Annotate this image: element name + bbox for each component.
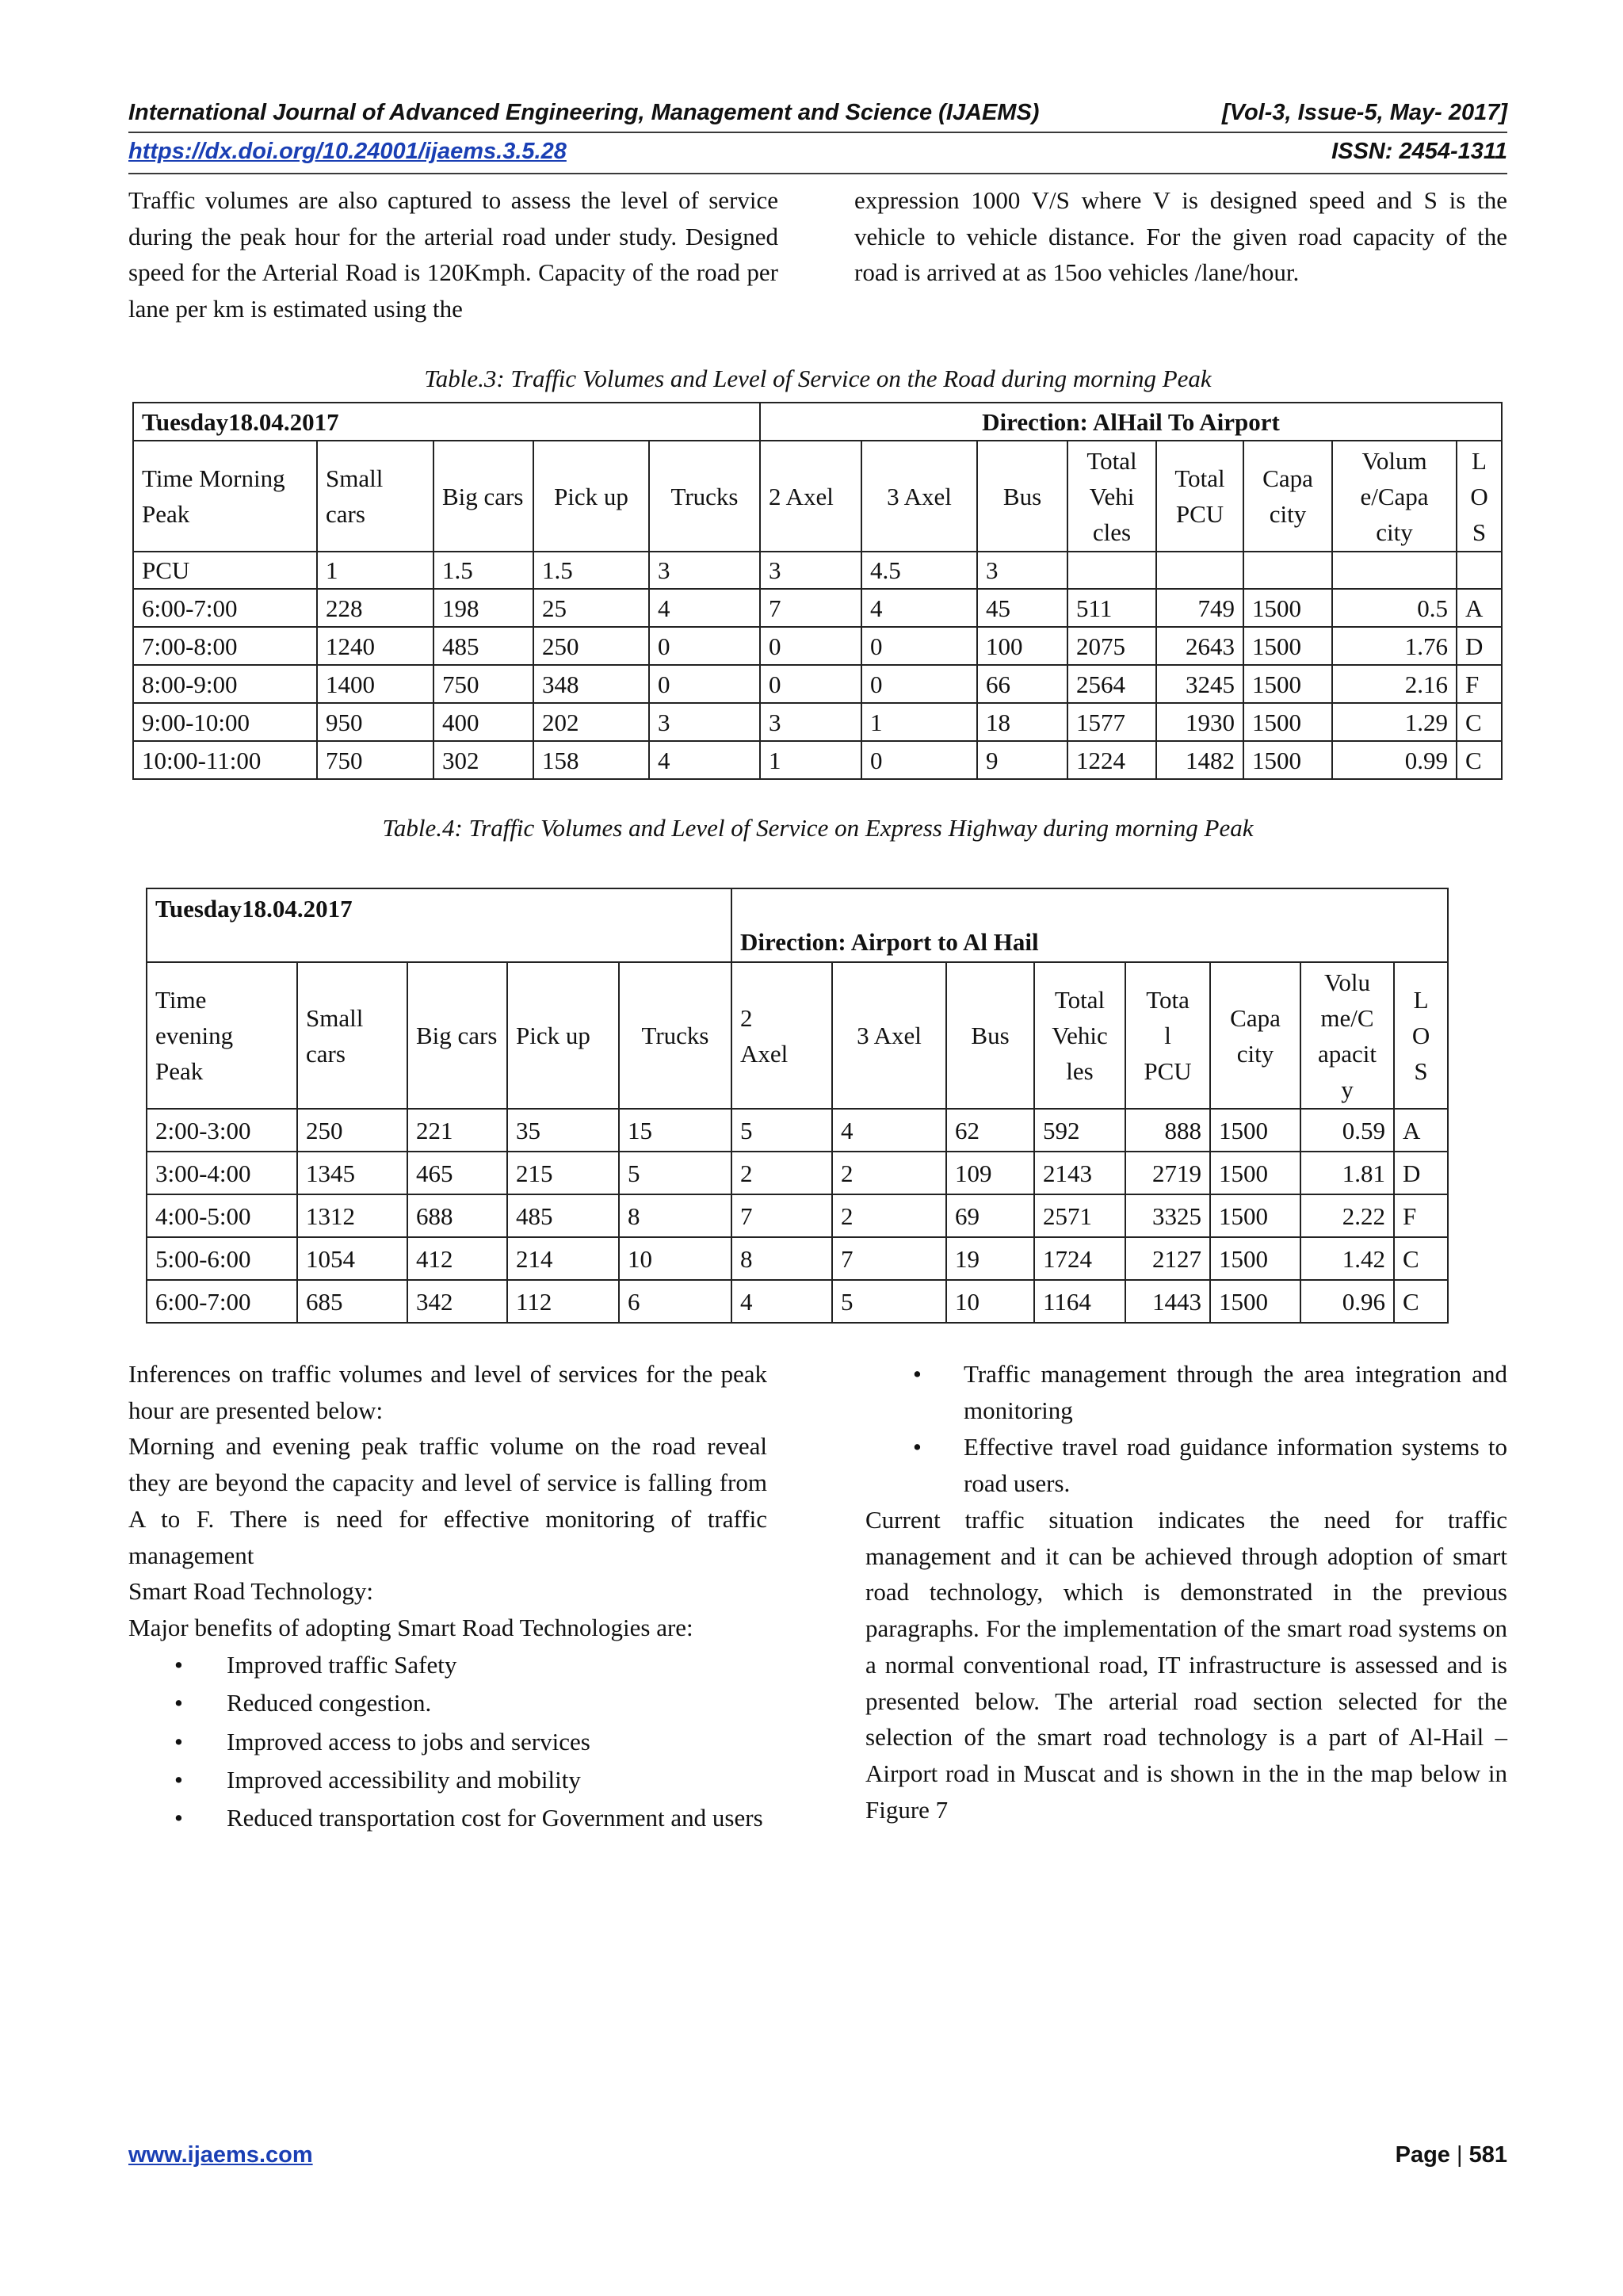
table-cell: 25	[533, 589, 649, 627]
header-rule-bottom	[128, 173, 1507, 174]
table-cell: 215	[507, 1152, 619, 1194]
intro-right-paragraph: expression 1000 V/S where V is designed speed and S is the vehicle to vehicle distance. For the given road capacity of the road is arrived at as 15oo vehicles /lane/hour.	[854, 186, 1507, 287]
bullet-icon: •	[913, 1360, 922, 1388]
table3-date: Tuesday18.04.2017	[133, 403, 760, 441]
body-left-column	[128, 1356, 767, 1836]
table-cell: 1.5	[533, 552, 649, 589]
table-cell: 4	[861, 589, 977, 627]
table-row	[147, 1280, 1448, 1323]
table-cell: 6:00-7:00	[133, 589, 317, 627]
table-cell: 1930	[1156, 703, 1243, 741]
table-cell	[1457, 552, 1502, 589]
issn: ISSN: 2454-1311	[1331, 139, 1507, 164]
table4-header-cell: Pick up	[507, 962, 619, 1109]
table-cell: 202	[533, 703, 649, 741]
table-cell: 750	[317, 741, 433, 779]
table-cell: D	[1394, 1152, 1448, 1194]
bullet-icon: •	[174, 1689, 183, 1717]
table-cell: 45	[977, 589, 1067, 627]
table-cell: 8:00-9:00	[133, 665, 317, 703]
table3-header-cell: Capa city	[1243, 441, 1332, 552]
table3-header-cell: Small cars	[317, 441, 433, 552]
table-cell: 2719	[1125, 1152, 1210, 1194]
table-cell: 750	[433, 665, 533, 703]
table-cell: 1.42	[1300, 1237, 1394, 1280]
table-cell: F	[1394, 1194, 1448, 1237]
table4-header-cell: 3 Axel	[832, 962, 946, 1109]
table-cell: 1500	[1243, 665, 1332, 703]
table-cell: 1500	[1210, 1237, 1300, 1280]
table-cell: 0	[861, 627, 977, 665]
table-cell: 1500	[1210, 1152, 1300, 1194]
table-cell: 109	[946, 1152, 1034, 1194]
table-cell: 4:00-5:00	[147, 1194, 297, 1237]
table-cell: 18	[977, 703, 1067, 741]
table-cell: 1224	[1067, 741, 1156, 779]
table-cell: 1345	[297, 1152, 407, 1194]
table-cell: 0	[760, 665, 861, 703]
table-cell: 1500	[1243, 703, 1332, 741]
table-cell: 1	[861, 703, 977, 741]
table3-header-cell: Total Vehi cles	[1067, 441, 1156, 552]
table-cell: 7	[832, 1237, 946, 1280]
table4-header-cell: Tota l PCU	[1125, 962, 1210, 1109]
table-cell: 412	[407, 1237, 507, 1280]
table-cell: 8	[731, 1237, 832, 1280]
table-cell: 1.76	[1332, 627, 1457, 665]
table-cell	[1067, 552, 1156, 589]
table-cell: 1.81	[1300, 1152, 1394, 1194]
list-item	[128, 1646, 767, 1685]
table-cell: 198	[433, 589, 533, 627]
table4-header-cell: L O S	[1394, 962, 1448, 1109]
table-cell: 0	[649, 665, 760, 703]
benefits-list	[128, 1646, 767, 1836]
table3-header-cell: Big cars	[433, 441, 533, 552]
table-cell: F	[1457, 665, 1502, 703]
table-cell: 2	[731, 1152, 832, 1194]
table-cell: 1577	[1067, 703, 1156, 741]
table-cell: 3	[649, 703, 760, 741]
table-cell: 112	[507, 1280, 619, 1323]
table-cell: 465	[407, 1152, 507, 1194]
body-right-column	[865, 1356, 1507, 1828]
table3-direction: Direction: AlHail To Airport	[760, 403, 1502, 441]
table-cell: 7:00-8:00	[133, 627, 317, 665]
table-cell: 511	[1067, 589, 1156, 627]
table4-header-cell: 2 Axel	[731, 962, 832, 1109]
table4-header-cell: Volu me/C apacit y	[1300, 962, 1394, 1109]
table-cell: 485	[507, 1194, 619, 1237]
table-row	[147, 1109, 1448, 1152]
table-cell: 250	[533, 627, 649, 665]
table3-header-cell: Total PCU	[1156, 441, 1243, 552]
table-cell: 228	[317, 589, 433, 627]
table-cell: 1500	[1210, 1280, 1300, 1323]
table-cell: 214	[507, 1237, 619, 1280]
table-cell: 950	[317, 703, 433, 741]
table-cell: 1.5	[433, 552, 533, 589]
table4-header-cell: Total Vehic les	[1034, 962, 1125, 1109]
table-cell: 2127	[1125, 1237, 1210, 1280]
list-item-text: Improved traffic Safety	[227, 1650, 457, 1679]
table3-header-cell: Volum e/Capa city	[1332, 441, 1457, 552]
table-cell: 69	[946, 1194, 1034, 1237]
table-cell: 3	[977, 552, 1067, 589]
table-cell: 6	[619, 1280, 731, 1323]
table-cell: 0.59	[1300, 1109, 1394, 1152]
table-cell: 9:00-10:00	[133, 703, 317, 741]
table-cell: 0.5	[1332, 589, 1457, 627]
table-cell: 749	[1156, 589, 1243, 627]
table-cell: 2	[832, 1194, 946, 1237]
table-row	[147, 1152, 1448, 1194]
table3-header-cell: 2 Axel	[760, 441, 861, 552]
table4-date: Tuesday18.04.2017	[147, 888, 731, 962]
table4-header-cell: Small cars	[297, 962, 407, 1109]
table-cell: 3	[649, 552, 760, 589]
table-cell	[1243, 552, 1332, 589]
table-cell: 0	[861, 665, 977, 703]
intro-right-column	[854, 182, 1507, 291]
table-cell: 2643	[1156, 627, 1243, 665]
page-number-label	[1379, 2142, 1507, 2168]
table3-pcu-row	[133, 552, 1502, 589]
table-cell: 1443	[1125, 1280, 1210, 1323]
table-cell: 5	[832, 1280, 946, 1323]
table-cell: 0.96	[1300, 1280, 1394, 1323]
table-cell: 19	[946, 1237, 1034, 1280]
table-cell: 1500	[1210, 1109, 1300, 1152]
table-cell: 302	[433, 741, 533, 779]
table-cell: C	[1457, 741, 1502, 779]
table3-header-cell: 3 Axel	[861, 441, 977, 552]
table-row	[133, 741, 1502, 779]
table4-header-cell: Bus	[946, 962, 1034, 1109]
table-cell: 2143	[1034, 1152, 1125, 1194]
table-cell: 5	[731, 1109, 832, 1152]
list-item	[865, 1356, 1507, 1429]
table-cell: 3:00-4:00	[147, 1152, 297, 1194]
header-rule-top	[128, 132, 1507, 133]
page-number: 581	[1468, 2142, 1507, 2168]
bullet-icon: •	[913, 1433, 922, 1461]
table-cell: 0	[649, 627, 760, 665]
table-cell: 3	[760, 703, 861, 741]
list-item-text: Traffic management through the area integration and monitoring	[964, 1360, 1507, 1424]
table-cell: 1500	[1210, 1194, 1300, 1237]
table-cell: 1054	[297, 1237, 407, 1280]
table-cell: 1	[760, 741, 861, 779]
table-cell	[1332, 552, 1457, 589]
table3-header-cell: Bus	[977, 441, 1067, 552]
table-cell: 4	[649, 741, 760, 779]
table-cell: 2571	[1034, 1194, 1125, 1237]
table-cell: 0	[760, 627, 861, 665]
table-cell: 1482	[1156, 741, 1243, 779]
bullet-icon: •	[174, 1766, 183, 1794]
table-row	[133, 589, 1502, 627]
table4-header-cell: Capa city	[1210, 962, 1300, 1109]
table-cell: 9	[977, 741, 1067, 779]
table4	[146, 888, 1449, 1324]
table-cell: 10:00-11:00	[133, 741, 317, 779]
table-cell: 4	[832, 1109, 946, 1152]
table-cell: 2075	[1067, 627, 1156, 665]
list-item	[128, 1800, 767, 1836]
table4-header-cell: Trucks	[619, 962, 731, 1109]
table-cell: 1500	[1243, 589, 1332, 627]
table4-header-cell: Big cars	[407, 962, 507, 1109]
table-cell: 1	[317, 552, 433, 589]
table3-header-cell: Time Morning Peak	[133, 441, 317, 552]
table-cell: 100	[977, 627, 1067, 665]
body-paragraph: Major benefits of adopting Smart Road Technologies are:	[128, 1613, 693, 1641]
website-link[interactable]: www.ijaems.com	[128, 2142, 313, 2168]
doi-link[interactable]: https://dx.doi.org/10.24001/ijaems.3.5.28	[128, 139, 567, 164]
table-cell: 1500	[1243, 627, 1332, 665]
table-row	[133, 665, 1502, 703]
table-row	[133, 627, 1502, 665]
table3-caption: Table.3: Traffic Volumes and Level of Service on the Road during morning Peak	[424, 365, 1212, 392]
table-cell: 3245	[1156, 665, 1243, 703]
list-item	[865, 1429, 1507, 1502]
table-cell: 3325	[1125, 1194, 1210, 1237]
bullet-icon: •	[174, 1650, 183, 1679]
table-cell: 3	[760, 552, 861, 589]
table-cell: 0	[861, 741, 977, 779]
table-cell: 592	[1034, 1109, 1125, 1152]
table-cell: C	[1394, 1280, 1448, 1323]
table-cell: 1240	[317, 627, 433, 665]
table-cell: 221	[407, 1109, 507, 1152]
table-cell: 7	[760, 589, 861, 627]
table-cell: PCU	[133, 552, 317, 589]
table-cell: 342	[407, 1280, 507, 1323]
table4-title-row	[147, 888, 1448, 962]
table-cell: 66	[977, 665, 1067, 703]
table-cell: 2:00-3:00	[147, 1109, 297, 1152]
table-cell: 2	[832, 1152, 946, 1194]
table-row	[147, 1194, 1448, 1237]
table-row	[147, 1237, 1448, 1280]
table-cell: 10	[946, 1280, 1034, 1323]
table-cell: 6:00-7:00	[147, 1280, 297, 1323]
table-cell: 4.5	[861, 552, 977, 589]
list-item	[128, 1684, 767, 1723]
table-cell: 1400	[317, 665, 433, 703]
table-cell: 2.22	[1300, 1194, 1394, 1237]
table-cell: 35	[507, 1109, 619, 1152]
table-cell: 8	[619, 1194, 731, 1237]
table-cell: 1164	[1034, 1280, 1125, 1323]
page-separator: |	[1457, 2142, 1463, 2168]
table-cell: 348	[533, 665, 649, 703]
table3-title-row	[133, 403, 1502, 441]
table3-header-cell: L O S	[1457, 441, 1502, 552]
body-paragraph: Current traffic situation indicates the need for traffic management and it can be achieved through adoption of smart road technology, which is demonstrated in the previous paragraphs. For the implementation of the smart road systems on a normal conventional road, IT infrastructure is assessed and is presented below. The arterial road section selected for the selection of the smart road technology is a part of Al-Hail –Airport road in Muscat and is shown in the in the map below in Figure 7	[865, 1506, 1507, 1824]
table-cell: 7	[731, 1194, 832, 1237]
table-cell: 4	[649, 589, 760, 627]
table-cell: C	[1394, 1237, 1448, 1280]
table-cell: 2564	[1067, 665, 1156, 703]
intro-left-paragraph: Traffic volumes are also captured to assess the level of service during the peak hour for the arterial road under study. Designed speed for the Arterial Road is 120Kmph. Capacity of the road per lane per km is estimated using the	[128, 186, 778, 323]
table-cell: 10	[619, 1237, 731, 1280]
table3-header-row	[133, 441, 1502, 552]
table-cell: 688	[407, 1194, 507, 1237]
table-cell: 5:00-6:00	[147, 1237, 297, 1280]
list-item	[128, 1761, 767, 1800]
table-cell: 158	[533, 741, 649, 779]
body-paragraph: Inferences on traffic volumes and level of services for the peak hour are presented below:	[128, 1360, 767, 1424]
table4-caption: Table.4: Traffic Volumes and Level of Service on Express Highway during morning Peak	[382, 814, 1254, 842]
table-cell: 888	[1125, 1109, 1210, 1152]
table-cell: 2.16	[1332, 665, 1457, 703]
table4-direction: Direction: Airport to Al Hail	[731, 888, 1448, 962]
table3	[132, 402, 1503, 780]
table-cell: 1312	[297, 1194, 407, 1237]
table-cell: D	[1457, 627, 1502, 665]
intro-left-column	[128, 182, 778, 327]
table-cell	[1156, 552, 1243, 589]
body-paragraph: Morning and evening peak traffic volume on the road reveal they are beyond the capacity and level of service is falling from A to F. There is need for effective monitoring of traffic management	[128, 1432, 767, 1569]
table4-header-cell: Time evening Peak	[147, 962, 297, 1109]
table-cell: 1.29	[1332, 703, 1457, 741]
list-item-text: Reduced congestion.	[227, 1689, 432, 1717]
list-item-text: Effective travel road guidance information systems to road users.	[964, 1433, 1507, 1497]
table-cell: 485	[433, 627, 533, 665]
section-heading: Smart Road Technology:	[128, 1577, 373, 1606]
measures-list	[865, 1356, 1507, 1502]
table-cell: 62	[946, 1109, 1034, 1152]
table-cell: A	[1457, 589, 1502, 627]
table3-header-cell: Pick up	[533, 441, 649, 552]
table-cell: 15	[619, 1109, 731, 1152]
table-row	[133, 703, 1502, 741]
list-item-text: Improved access to jobs and services	[227, 1727, 590, 1755]
volume-info: [Vol-3, Issue-5, May- 2017]	[1222, 100, 1507, 125]
table-cell: 4	[731, 1280, 832, 1323]
table4-header-row	[147, 962, 1448, 1109]
table-cell: C	[1457, 703, 1502, 741]
list-item-text: Improved accessibility and mobility	[227, 1766, 581, 1794]
list-item	[128, 1723, 767, 1762]
table-cell: 250	[297, 1109, 407, 1152]
table-cell: 1500	[1243, 741, 1332, 779]
bullet-icon: •	[174, 1727, 183, 1755]
table-cell: 685	[297, 1280, 407, 1323]
bullet-icon: •	[174, 1803, 183, 1832]
list-item-text: Reduced transportation cost for Government and users	[227, 1803, 763, 1832]
table3-header-cell: Trucks	[649, 441, 760, 552]
table-cell: 400	[433, 703, 533, 741]
page-label: Page	[1395, 2142, 1450, 2168]
table-cell: A	[1394, 1109, 1448, 1152]
table-cell: 1724	[1034, 1237, 1125, 1280]
table-cell: 0.99	[1332, 741, 1457, 779]
journal-title: International Journal of Advanced Engineering, Management and Science (IJAEMS)	[128, 100, 1040, 125]
table-cell: 5	[619, 1152, 731, 1194]
